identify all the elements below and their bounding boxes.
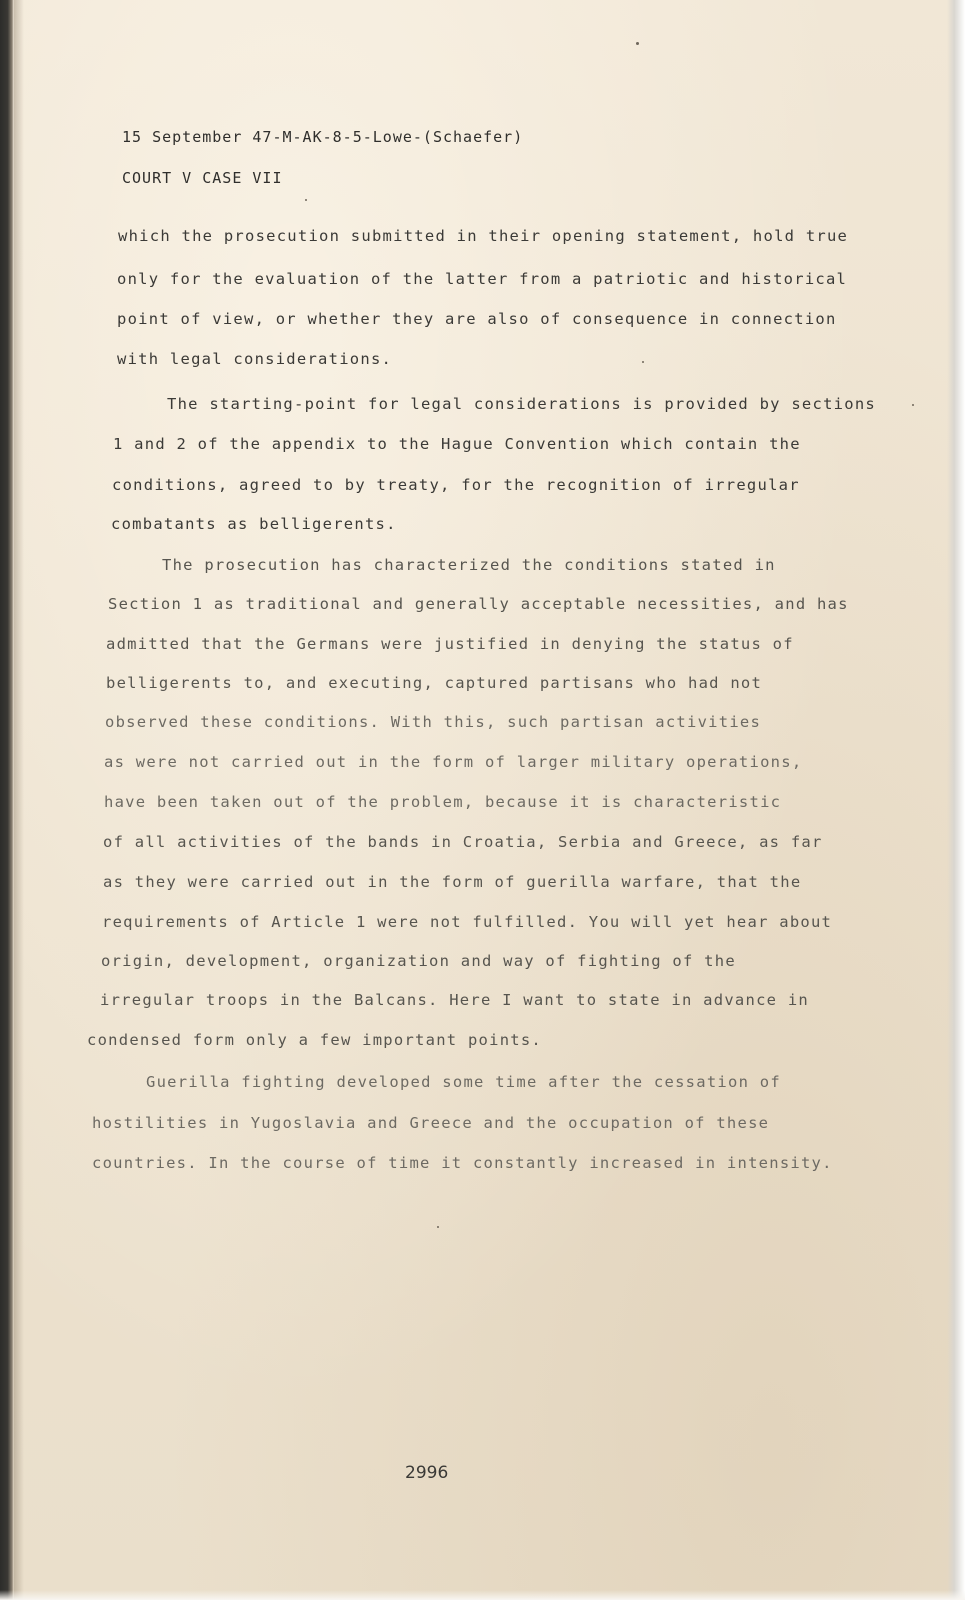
text-line: observed these conditions. With this, such partisan activities <box>105 713 762 731</box>
text-line: The starting-point for legal considerations is provided by sections <box>167 395 876 413</box>
paper-speck <box>636 42 639 45</box>
text-line: belligerents to, and executing, captured partisans who had not <box>106 674 763 692</box>
text-line: only for the evaluation of the latter from a patriotic and historical <box>117 270 848 288</box>
text-line: admitted that the Germans were justified in denying the status of <box>106 635 794 653</box>
text-line: of all activities of the bands in Croatia, Serbia and Greece, as far <box>103 833 823 851</box>
text-line: as were not carried out in the form of larger military operations, <box>104 753 803 771</box>
text-line: Section 1 as traditional and generally acceptable necessities, and has <box>108 595 849 613</box>
page-bottom-edge <box>0 1590 965 1600</box>
paper-speck <box>912 404 914 406</box>
header-court-case: COURT V CASE VII <box>122 169 283 187</box>
text-line: combatants as belligerents. <box>111 515 397 533</box>
text-line: point of view, or whether they are also of consequence in connection <box>117 310 837 328</box>
text-line: Guerilla fighting developed some time after the cessation of <box>146 1073 781 1091</box>
text-line: origin, development, organization and way of fighting of the <box>101 952 736 970</box>
header-reference-line: 15 September 47-M-AK-8-5-Lowe-(Schaefer) <box>122 128 524 146</box>
page-edge <box>947 0 965 1600</box>
paper-speck <box>437 1226 439 1228</box>
text-line: 1 and 2 of the appendix to the Hague Convention which contain the <box>113 435 801 453</box>
text-line: as they were carried out in the form of guerilla warfare, that the <box>103 873 802 891</box>
text-line: countries. In the course of time it constantly increased in intensity. <box>92 1154 833 1172</box>
text-line: hostilities in Yugoslavia and Greece and the occupation of these <box>92 1114 770 1132</box>
text-line: which the prosecution submitted in their opening statement, hold true <box>118 227 849 245</box>
page-number: 2996 <box>405 1463 449 1483</box>
text-line: with legal considerations. <box>117 350 393 368</box>
binding-shadow <box>14 0 24 1600</box>
text-line: condensed form only a few important points. <box>87 1031 543 1049</box>
text-line: conditions, agreed to by treaty, for the recognition of irregular <box>112 476 800 494</box>
paper-speck <box>305 199 307 201</box>
text-line: have been taken out of the problem, because it is characteristic <box>104 793 782 811</box>
binding-edge <box>0 0 14 1600</box>
text-line: requirements of Article 1 were not fulfilled. You will yet hear about <box>102 913 833 931</box>
paper-speck <box>642 361 644 363</box>
text-line: The prosecution has characterized the conditions stated in <box>162 556 776 574</box>
text-line: irregular troops in the Balcans. Here I want to state in advance in <box>100 991 809 1009</box>
